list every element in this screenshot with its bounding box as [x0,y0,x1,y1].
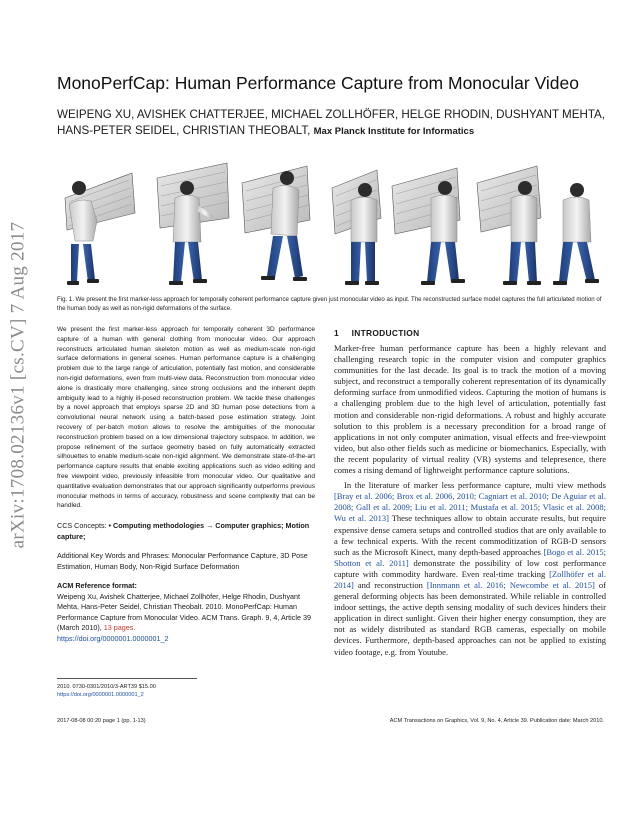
left-column [57,325,315,644]
section-number: 1 [334,328,339,338]
section-heading [334,328,606,338]
keywords: Additional Key Words and Phrases: Monocular Performance Capture, 3D Pose Estimation, Human Body, Non-Rigid Surface Deformation [57,551,308,571]
authors-line-1: WEIPENG XU, AVISHEK CHATTERJEE, MICHAEL ZOLLHÖFER, HELGE RHODIN, DUSHYANT MEHTA, [57,108,605,121]
citation-reconstruction[interactable]: [Innmann et al. 2016; Newcombe et al. 2015] [426,579,595,590]
footer-right: ACM Transactions on Graphics, Vol. 9, No. 4, Article 39. Publication date: March 2010. [389,718,604,724]
figure-caption: Fig. 1. We present the first marker-less approach for temporally coherent performance capture given just monocular video as input. The reconstructed surface model captures the full articulated motion of the human body as well as non-rigid deformations of the surface. [57,296,602,312]
doi-line-1: 2010. 0730-0301/2010/3-ART39 $15.00 [57,684,156,690]
doi-footnote [57,683,315,699]
teaser-frame-3 [242,166,310,281]
teaser-frame-2 [157,163,229,285]
authors-line-2 [57,123,617,140]
acm-reference-pages: 13 pages. [103,623,136,633]
citation-depth[interactable]: [Bogo et al. 2015; Shotton et al. 2011] [334,546,606,568]
teaser-frame-4 [332,170,381,285]
right-column [334,325,606,658]
acm-reference-text: Weipeng Xu, Avishek Chatterjee, Michael Zollhöfer, Helge Rhodin, Dushyant Mehta, Hans-Peter Seidel, Christian Theobalt. 2010. MonoPerfCap: Human Performance Capture from Monocular Video. ACM Trans. Graph. 9, 4, Article 39 (March 2010), [57,591,311,633]
author-list [57,107,617,140]
teaser-figure [57,158,605,288]
affiliation: Max Planck Institute for Informatics [313,126,475,137]
intro-p2-text-a: In the literature of marker less performance capture, multi view methods [344,480,606,491]
intro-p2-text-e: of general deforming objects has been demonstrated. While reliable in controlled indoor settings, the active depth sensing modality of such devices hinders their application in direct sunlight. Given their higher energy consumption, they are not as widely distributed as standard RGB cameras, especially on mobile devices. Furthermore, depth-based approaches can not be applied to existing video footage, e.g. from Youtube. [334,579,607,657]
arxiv-stamp-text: arXiv:1708.02136v1 [cs.CV] 7 Aug 2017 [7,221,28,549]
citation-realtime[interactable]: [Zollhöfer et al. 2014] [334,568,607,590]
acm-reference-doi-link[interactable]: https://doi.org/0000001.0000001_2 [57,633,169,643]
intro-p2-text-d: and reconstruction [357,579,423,590]
citation-multiview[interactable]: [Bray et al. 2006; Brox et al. 2006, 2010; Cagniart et al. 2010; De Aguiar et al. 2008; Gall et al. 2009; Liu et al. 2011; Mustafa et al. 2015; Vlasic et al. 2008; Wu et al. 2013] [334,491,606,524]
footnote-rule [57,678,197,679]
ccs-text: • Computing methodologies → Computer graphics; Motion capture; [57,521,310,541]
doi-link[interactable]: https://doi.org/0000001.0000001_2 [57,692,144,698]
paper-title: MonoPerfCap: Human Performance Capture from Monocular Video [57,73,580,93]
intro-paragraph-2 [334,480,606,658]
intro-p2-text-c: demonstrate the possibility of low cost performance capture with commodity hardware. Even real-time tracking [334,557,606,579]
intro-p2-text-pre: These techniques allow to obtain accurate results, but require expensive dense camera setups and controlled studios that are only available to a few technical experts. With the recent commoditization of RGB-D sensors such as the Microsoft Kinect, many depth-based approaches [334,513,606,557]
acm-reference-heading: ACM Reference format: [57,581,137,591]
ccs-label: CCS Concepts: [57,521,107,531]
abstract: We present the first marker-less approach for temporally coherent 3D performance capture of a human with general clothing from monocular video. Our approach reconstructs articulated human skeleton motion as well as medium-scale non-rigid surface deformations in general scenes. Human performance capture is a challenging problem due to the large range of articulation, potentially fast motion, and considerable non-rigid deformations, even from multi-view data. Reconstruction from monocular video alone is drastically more challenging, since strong occlusions and the inherent depth ambiguity lead to a highly ill-posed reconstruction problem. We tackle these challenges by a novel approach that employs sparse 2D and 3D human pose detections from a convolutional neural network using a batch-based pose estimation strategy. Joint recovery of per-batch motion allows to resolve the ambiguities of the monocular reconstruction problem based on a low dimensional trajectory subspace. In addition, we propose refinement of the surface geometry based on fully automatically extracted silhouettes to enable medium-scale non-rigid alignment. We demonstrate state-of-the-art performance capture results that enable exciting applications such as video editing and free viewpoint video, previously infeasible from monocular video. Our qualitative and quantitative evaluation demonstrates that our approach significantly outperforms previous monocular methods in terms of accuracy, robustness and scene complexity that can be handled. [57,326,315,510]
footer-left: 2017-08-08 00:20 page 1 (pp. 1-13) [57,718,146,724]
teaser-frame-5 [392,168,465,285]
arxiv-stamp [6,150,30,620]
teaser-frame-1 [65,173,135,285]
section-title: INTRODUCTION [351,328,420,338]
ccs-concepts [57,521,315,542]
teaser-frame-7 [553,183,599,285]
acm-reference [57,592,315,645]
authors-names-2: HANS-PETER SEIDEL, CHRISTIAN THEOBALT, [57,124,311,137]
intro-paragraph-1: Marker-free human performance capture has been a highly relevant and challenging research topic in the computer vision and computer graphics communities for the last decade. Its goal is to track the motion of a moving subject, and reconstruct a temporally coherent representation of its dynamically deforming surface from unmodified videos. Capturing the motion of humans is a challenging problem due to the high level of articulation, potentially fast motion and considerable non-rigid deformations. A robust and highly accurate solution to this problem is a necessary precondition for a broad range of applications in not only computer animation, visual effects and free-viewpoint video, but also other fields such as medicine or biomechanics. Especially, with the recent popularity of virtual reality (VR) systems and telepresence, there comes a rising demand of lightweight performance capture solutions. [334,343,606,476]
teaser-frame-6 [477,166,541,285]
